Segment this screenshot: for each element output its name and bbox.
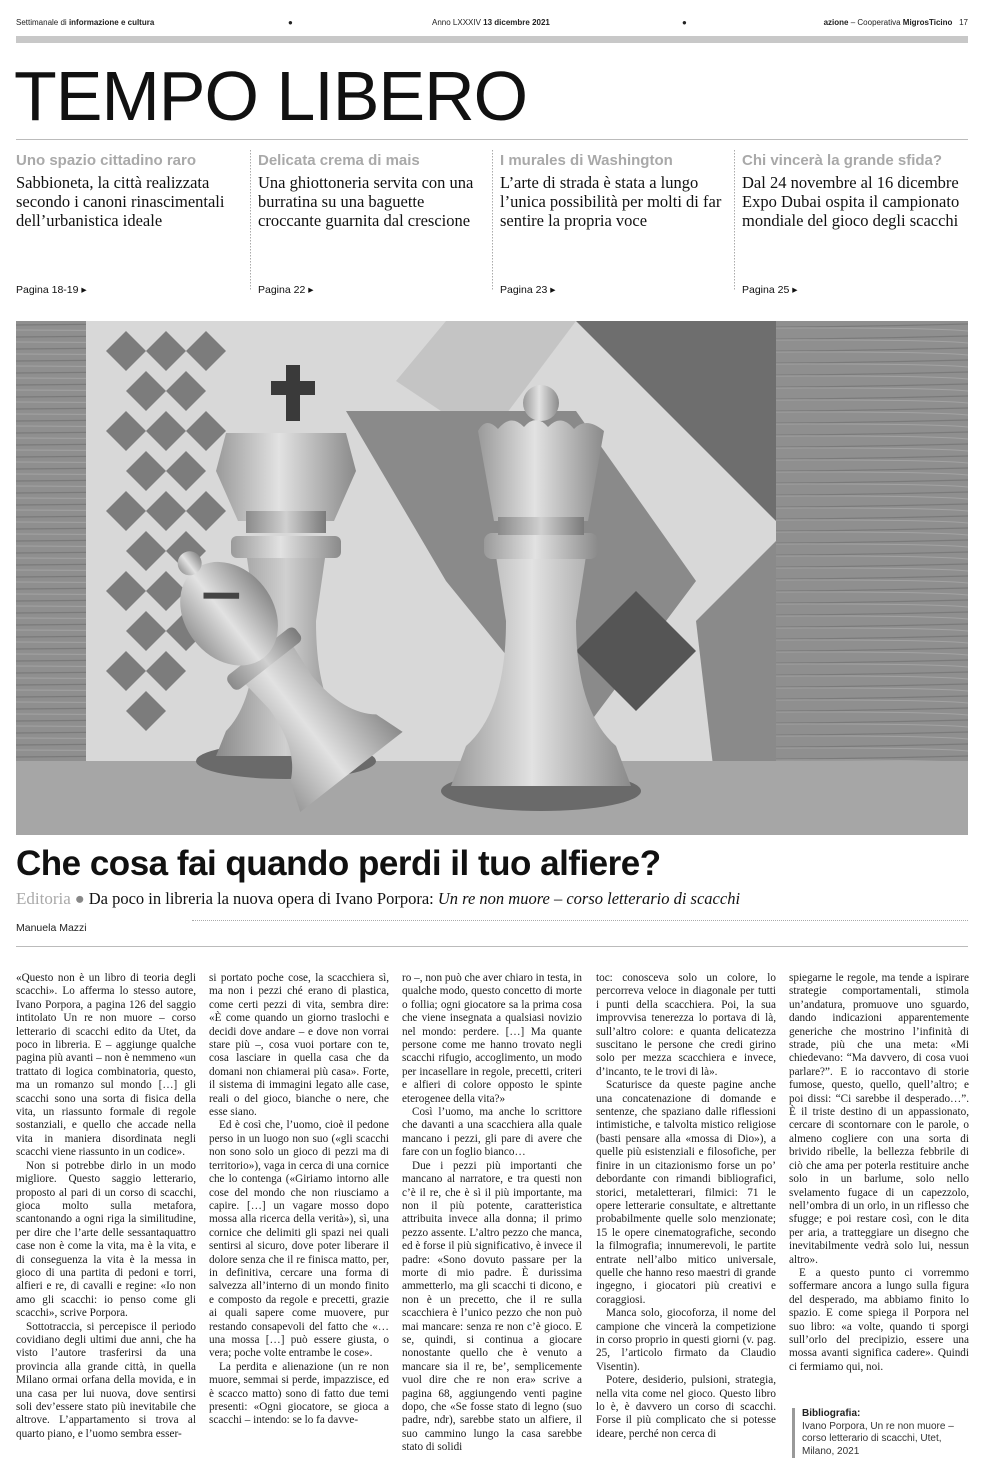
- section-title: TEMPO LIBERO: [14, 57, 528, 135]
- paragraph: E a questo punto ci vorremmo soffermare ancora a lungo sulla figura del desperado, ma abbiamo finito lo spazio. E come spiega il Porpora nel suo libro: «a volte, quando ti sporgi sull’orlo del precipizio, essere una mossa avanti significa cadere». Quindi ci fermiamo qui, noi.: [789, 1266, 969, 1373]
- bullet-icon: ●: [682, 18, 687, 27]
- bullet-icon: ●: [74, 889, 85, 908]
- teaser-item[interactable]: [16, 150, 242, 300]
- article-column: [596, 972, 776, 1468]
- paragraph: Manca solo, giocoforza, il nome del campione che vincerà la competizione in corso proprio in questi giorni (v. pag. 25, l’articolo firmato da Claudio Visentin).: [596, 1307, 776, 1373]
- subtitle-book-title: Un re non muore – corso letterario di scacchi: [437, 889, 741, 908]
- chess-illustration: [16, 321, 968, 835]
- masthead-left: Settimanale di informazione e cultura: [16, 18, 155, 27]
- bullet-icon: ●: [288, 18, 293, 27]
- masthead-issue: Anno LXXXIV 13 dicembre 2021: [432, 18, 550, 27]
- bibliography-text: Ivano Porpora, Un re non muore – corso letterario di scacchi, Utet, Milano, 2021: [802, 1420, 954, 1457]
- body-rule: [16, 946, 968, 947]
- article-category: Editoria: [16, 889, 71, 908]
- teaser-kicker: Uno spazio cittadino raro: [16, 152, 197, 169]
- teaser-kicker: I murales di Washington: [500, 152, 673, 169]
- paragraph: toc: conosceva solo un colore, lo percorreva veloce in diagonale per tutti i punti della scacchiera. Poi, la sua improvvisa tenerezza lo portava di là, sull’altro colore: e quanta delicatezza suscitano le persone che credi girino solo per mezza scacchiera e invece, d’incanto, te le trovi di là».: [596, 972, 776, 1078]
- teaser-page-link[interactable]: Pagina 23 ▸: [500, 284, 556, 296]
- article-column: [16, 972, 196, 1468]
- paragraph: Scaturisce da queste pagine anche una concatenazione di domande e sentenze, che spaziano dalle riflessioni intimistiche, e talvolta mistico religiose (basti pensare alla «mossa di Dio»), a quelle più esistenziali e filosofiche, per finire in un citazionismo forse un po’ debordante con rimandi bibliografici, storici, metaletterari, filmici: 71 le opere letterarie consultate, e altrettante probabilmente quelle solo menzionate; 15 le opere cinematografiche, secondo la filmografia; innumerevoli, le partite entrate nell’albo mitico universale, quelle che hanno reso maestri di grande ingegno, i giocatori più creativi e coraggiosi.: [596, 1079, 776, 1306]
- paragraph: Non si potrebbe dirlo in un modo migliore. Questo saggio letterario, proposto al pari di un corso di scacchi, gioca molto sulla metafora, scantonando a ogni riga la similitudine, per dire che l’arte delle sessantaquattro case non è come la vita, ma è la vita, e di conseguenza la vita è la messa in gioco di una partita di pedoni e torri, alfieri e re, di cavalli e regine: «Io non amo gli scacchi: io penso come gli scacchi», scrive Porpora.: [16, 1159, 196, 1320]
- paragraph: Sottotraccia, si percepisce il periodo covidiano degli ultimi due anni, che ha visto l’autore trasferirsi da una provincia alla grande città, in quella Milano ormai orfana della movida, e in una casa per lui nuova, dove sentirsi soli dev’essere stato più inevitabile che altrove. L’appartamento si trova al quarto piano, e l’uomo sembra esser-: [16, 1320, 196, 1440]
- article-subtitle: [16, 888, 740, 910]
- bibliography-title: Bibliografia:: [802, 1408, 861, 1419]
- paragraph: ro –, non può che aver chiaro in testa, in qualche modo, questo concetto di morte o follia; ogni giocatore sa la prima cosa che viene insegnata a qualsiasi novizio nel mondo: perdere. […] Ma quante persone come me hanno trovato negli scacchi rifugio, accoglimento, un modo per incasellare in regole, precetti, criteri e alfieri di colore opposto le spinte eterogenee della vita?»: [402, 972, 582, 1105]
- teaser-divider: [250, 150, 251, 290]
- paragraph: «Questo non è un libro di teoria degli scacchi». Lo afferma lo stesso autore, Ivano Porpora, a pagina 126 del saggio intitolato Un re non muore – corso letterario di scacchi edito da Utet, da poco in libreria. E – aggiunge qualche pagina più avanti – non è nemmeno «un trattato di logica combinatoria, questo, ma un romanzo sul mondo […] gli scacchi sono una sorta di fisica della vita, un riassunto formale di regole sostanziali, e quello che accade nella vita in maniera disordinata negli scacchi viene riassunto in un codice».: [16, 972, 196, 1159]
- masthead-bar: [16, 16, 968, 32]
- masthead-right: azione – Cooperativa MigrosTicino 17: [823, 18, 968, 27]
- teaser-text: Sabbioneta, la città realizzata secondo i canoni rinascimentali dell’urbanistica ideale: [16, 173, 225, 230]
- teaser-page-link[interactable]: Pagina 18-19 ▸: [16, 284, 87, 296]
- teaser-kicker: Delicata crema di mais: [258, 152, 420, 169]
- bibliography-box: [792, 1408, 968, 1458]
- header-rule: [16, 36, 968, 43]
- paragraph: Due i pezzi più importanti che mancano al narratore, e tra questi non c’è il re, che è sì il più importante, ma non il più potente, caratteristica attribuita invece alla donna; il primo pezzo assente. L’altro pezzo che manca, ed è forse il più significativo, è invece il padre: «Sono dovuto passare per la morte di mio padre. È durissima ammetterlo, ma gli scacchi ti dicono, e non è un precetto, che il re sulla scacchiera è l’unico pezzo che non può mai mancare: senza re non c’è gioco. E se, quindi, si continua a giocare nonostante quello che è venuto a mancare sia il re, be’, semplicemente vuol dire che re non era» scrive a pagina 68, aggiungendo venti pagine dopo, che «Se fosse stato di legno (suo padre, ndr), sarebbe stato un alfiere, il suo cammino lungo la casa sarebbe stato di solidi: [402, 1159, 582, 1454]
- paragraph: La perdita e alienazione (un re non muore, semmai si perde, impazzisce, ed è scacco matto) sono di fatto due temi presenti: «Ogni giocatore, se gioca a scacchi – intendo: se lo fa davve-: [209, 1360, 389, 1427]
- article-headline: Che cosa fai quando perdi il tuo alfiere?: [16, 844, 661, 883]
- teaser-divider: [734, 150, 735, 290]
- teaser-text: L’arte di strada è stata a lungo l’unica possibilità per molti di far sentire la propria voce: [500, 173, 722, 230]
- paragraph: Ed è così che, l’uomo, cioè il pedone perso in un luogo non suo («gli scacchi non sono solo un gioco di pezzi ma di territorio»), vaga in cerca di una cornice che lo contenga («Giriamo intorno alle cose del mondo che non riusciamo a capire. […] un vagare mosso dopo mossa alla ricerca della verità»), sì, una cornice che delimiti gli spazi nei quali sentirsi al sicuro, dove poter liberare il dolore senza che il re finisca matto, per, in definitiva, cercare una forma di salvezza all’interno di un mondo finito e composto da regole e precetti, grazie ai quali sapere come muovere, pur restando consapevoli del fatto che «…una mossa […] può essere giusta, o vera; poche volte entrambe le cose».: [209, 1119, 389, 1360]
- paragraph: Potere, desiderio, pulsioni, strategia, nella vita come nel gioco. Questo libro lo è, è davvero un corso di scacchi. Forse il più complicato che si potesse ideare, perché non cerca di: [596, 1374, 776, 1440]
- teaser-text: Una ghiottoneria servita con una burratina su una baguette croccante guarnita dal crescione: [258, 173, 474, 230]
- paragraph: spiegarne le regole, ma tende a ispirare strategie comportamentali, stimola un’andatura, promuove uno sguardo, dando indicazioni apparentemente generiche che mostrino l’infinità di strade, più che una meta: «Mi chiedevano: “Ma davvero, di cosa vuoi parlare?”. E io raccontavo di storie fumose, questo, quello, quell’altro; e poi dissi: “Ci sarebbe il desperado…”. È il triste destino di un appassionato, cercare di scontornare con le parole, o almeno cogliere con una sorta di brivido ribelle, la bellezza febbrile di ciò che ama per poterla restituire anche solo in un barlume, solo nello svelamento fugace di un capezzolo, nell’ombra di un orlo, in un riflesso che sfugge; e poi restare così, con le dita per aria, a tratteggiare un disegno che inevitabilmente vedrà solo lui, nessun altro».: [789, 972, 969, 1266]
- page-number: 17: [959, 18, 968, 27]
- article-column: [789, 972, 969, 1392]
- paragraph: Così l’uomo, ma anche lo scrittore che davanti a una scacchiera alla quale mancano i pezzi, gli pare di avere che fare con un foglio bianco…: [402, 1106, 582, 1159]
- teaser-divider: [492, 150, 493, 290]
- article-column: [402, 972, 582, 1468]
- teaser-item[interactable]: [258, 150, 484, 300]
- article-column: [209, 972, 389, 1468]
- teaser-text: Dal 24 novembre al 16 dicembre Expo Dubai ospita il campionato mondiale del gioco degli scacchi: [742, 173, 960, 230]
- chess-pieces-photo: [16, 321, 968, 835]
- teaser-kicker: Chi vincerà la grande sfida?: [742, 152, 943, 169]
- article-author: Manuela Mazzi: [16, 922, 87, 934]
- subtitle-text: Da poco in libreria la nuova opera di Ivano Porpora:: [88, 889, 434, 908]
- teaser-item[interactable]: [742, 150, 968, 300]
- teaser-page-link[interactable]: Pagina 22 ▸: [258, 284, 314, 296]
- paragraph: si portato poche cose, la scacchiera sì, ma non i pezzi ché erano di plastica, come certi pezzi di vita, sembra dire: «È come quando un giorno traslochi e decidi dove andare – e dove non vorrai stare più –, cosa vuoi portare con te, cosa lasciare in quella casa che da domani non chiamerai più casa». Forte, il sistema di immagini legato alle case, reali o del gioco, bianche o nere, che esse siano.: [209, 972, 389, 1119]
- section-rule: [16, 139, 968, 140]
- teaser-item[interactable]: [500, 150, 726, 300]
- author-divider: [192, 920, 968, 940]
- teaser-page-link[interactable]: Pagina 25 ▸: [742, 284, 798, 296]
